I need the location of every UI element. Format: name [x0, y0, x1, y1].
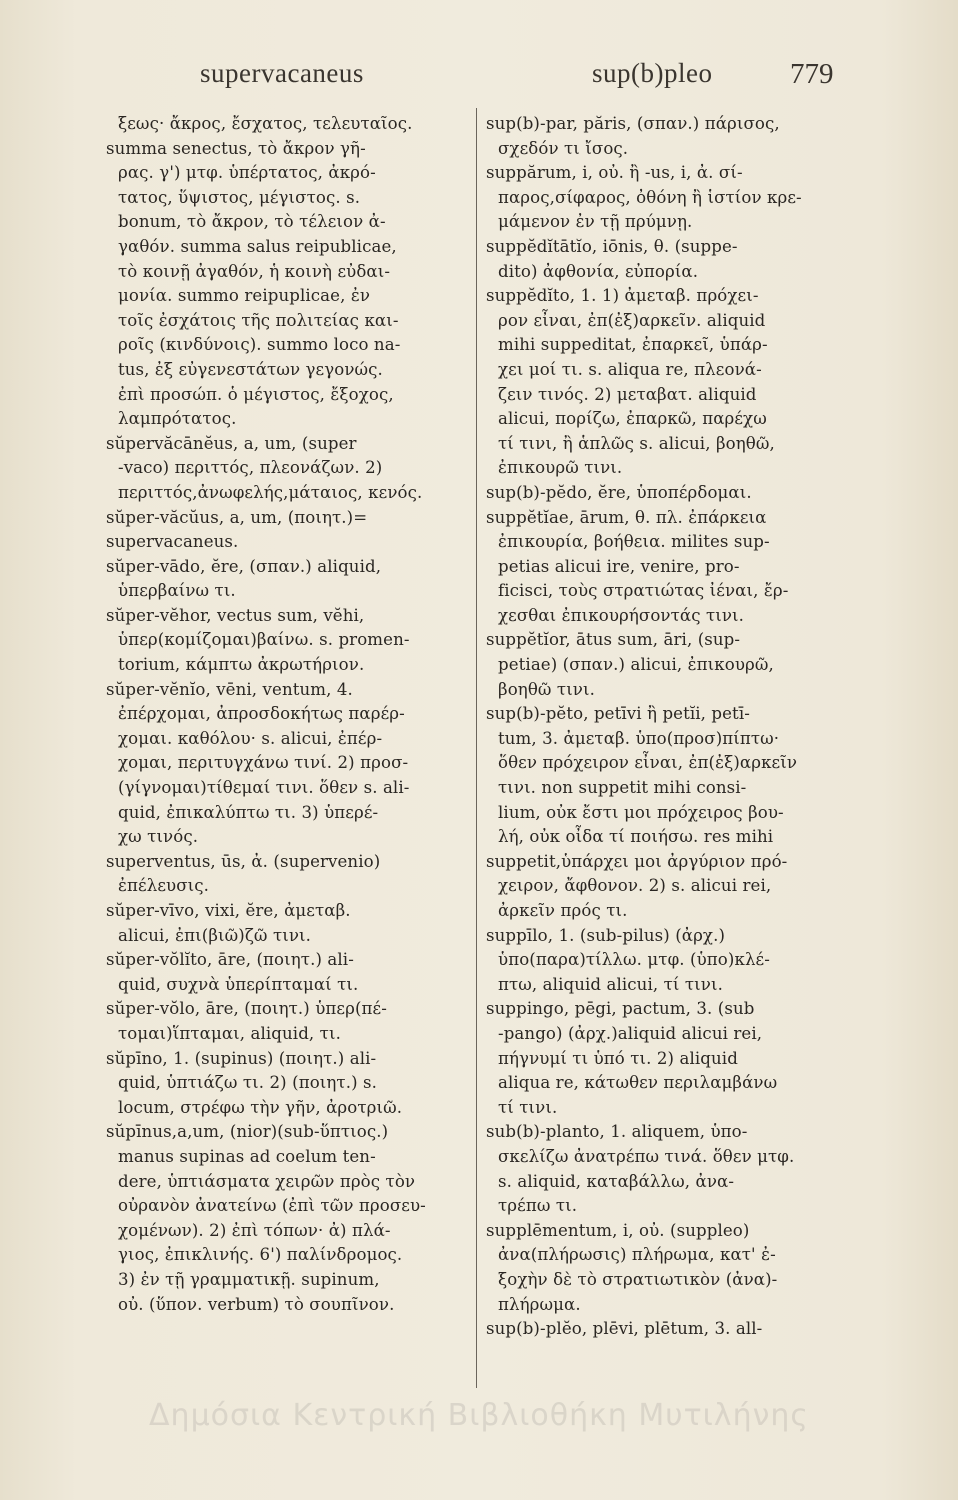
text-line: ξεως· ἄκρος, ἔσχατος, τελευταῖος.	[118, 114, 413, 133]
text-line: suppīlo, 1. (sub-pilus) (ἀρχ.)	[486, 925, 726, 945]
text-line: suppĕtĭae, ārum, θ. πλ. ἐπάρκεια	[486, 507, 767, 527]
text-line: ἐπικουρῶ τινι.	[498, 458, 623, 478]
text-line: σκελίζω ἀνατρέπω τινά. ὅθεν μτφ.	[498, 1146, 795, 1166]
text-line: summa senectus, τὸ ἄκρον γῆ-	[106, 138, 366, 158]
text-line: χομένων). 2) ἐπὶ τόπων· ἀ) πλά-	[118, 1220, 391, 1240]
text-line: tum, 3. ἀμεταβ. ὑπο(προσ)πίπτω·	[498, 728, 780, 748]
text-line: suppĕdĭto, 1. 1) ἀμεταβ. πρόχει-	[486, 286, 759, 306]
page-header	[0, 58, 958, 98]
text-line: χειρον, ἄφθονον. 2) s. alicui rei,	[498, 876, 772, 896]
text-line: ἀνα(πλήρωσις) πλήρωμα, κατ' ἐ-	[498, 1245, 776, 1265]
text-line: ἐπέλευσις.	[118, 876, 210, 896]
text-line: οὐρανὸν ἀνατείνω (ἐπὶ τῶν προσευ-	[118, 1196, 426, 1216]
text-line: supplēmentum, i, οὐ. (suppleo)	[486, 1220, 750, 1240]
text-line: sŭper-văcŭus, a, um, (ποιητ.)=	[106, 507, 368, 527]
text-line: 3) ἐν τῇ γραμματικῇ. supinum,	[118, 1269, 380, 1289]
text-line: suppingo, pēgi, pactum, 3. (sub	[486, 999, 755, 1019]
column-divider	[476, 108, 477, 1388]
text-line: λαμπρότατος.	[118, 409, 237, 429]
text-line: γιος, ἐπικλινής. 6') παλίνδρομος.	[118, 1245, 403, 1265]
text-line: παρος,σίφαρος, ὀθόνη ἢ ἱστίον κρε-	[498, 187, 802, 207]
header-right-headword: sup(b)pleo	[592, 58, 713, 88]
text-line: ἐπικουρία, βοήθεια. milites sup-	[498, 532, 770, 552]
text-line: sŭper-vĕhor, vectus sum, vĕhi,	[106, 605, 365, 625]
text-line: τὸ κοινῇ ἀγαθόν, ἡ κοινὴ εὐδαι-	[118, 261, 391, 281]
text-line: sŭper-vŏlĭto, āre, (ποιητ.) ali-	[106, 950, 354, 970]
text-line: τί τινι.	[498, 1097, 558, 1117]
text-line: ἐπέρχομαι, ἀπροσδοκήτως παρέρ-	[118, 704, 405, 724]
text-line: ficisci, τοὺς στρατιώτας ἰέναι, ἔρ-	[498, 581, 789, 601]
text-line: dere, ὑπτιάσματα χειρῶν πρὸς τὸν	[118, 1171, 416, 1191]
text-line: τατος, ὕψιστος, μέγιστος. s.	[118, 187, 361, 207]
text-line: γαθόν. summa salus reipublicae,	[118, 236, 397, 256]
text-line: περιττός,ἀνωφελής,μάταιος, κενός.	[118, 482, 423, 502]
text-line: τοῖς ἐσχάτοις τῆς πολιτείας και-	[118, 310, 399, 330]
text-line: quid, ὑπτιάζω τι. 2) (ποιητ.) s.	[118, 1073, 378, 1093]
text-line: ξοχὴν δὲ τὸ στρατιωτικὸν (ἀνα)-	[498, 1269, 778, 1289]
text-line: sup(b)-pĕto, petīvi ἢ petĭi, petī-	[486, 704, 750, 724]
text-line: mihi suppeditat, ἐπαρκεῖ, ὑπάρ-	[498, 335, 768, 355]
text-line: χομαι. καθόλου· s. alicui, ἐπέρ-	[118, 728, 383, 748]
text-line: suppĕtĭor, ātus sum, āri, (sup-	[486, 630, 741, 650]
text-line: πήγνυμί τι ὑπό τι. 2) aliquid	[498, 1048, 738, 1068]
text-line: ρας. γ') μτφ. ὑπέρτατος, ἀκρό-	[118, 163, 376, 183]
text-line: bonum, τὸ ἄκρον, τὸ τέλειον ἀ-	[118, 212, 386, 232]
text-line: sŭper-vŏlo, āre, (ποιητ.) ὑπερ(πέ-	[106, 999, 387, 1019]
text-line: quid, ἐπικαλύπτω τι. 3) ὑπερέ-	[118, 802, 379, 822]
text-line: sup(b)-pĕdo, ĕre, ὑποπέρδομαι.	[486, 482, 752, 502]
text-line: supervacaneus.	[106, 532, 239, 552]
text-line: superventus, ūs, ἀ. (supervenio)	[106, 851, 381, 871]
text-line: τινι. non suppetit mihi consi-	[498, 778, 747, 798]
text-line: suppărum, i, οὐ. ἢ -us, i, ἀ. σί-	[486, 163, 743, 183]
text-line: μονία. summo reipuplicae, ἐν	[118, 286, 371, 306]
text-line: petias alicui ire, venire, pro-	[498, 556, 740, 576]
text-line: tus, ἐξ εὐγενεστάτων γεγονώς.	[118, 359, 383, 379]
header-left-headword: supervacaneus	[200, 58, 364, 88]
text-line: ὅθεν πρόχειρον εἶναι, ἐπ(ἐξ)αρκεῖν	[498, 753, 798, 773]
text-line: s. aliquid, καταβάλλω, ἀνα-	[498, 1171, 735, 1191]
text-line: ροῖς (κινδύνοις). summo loco na-	[118, 335, 401, 355]
text-line: οὐ. (ὕπον. verbum) τὸ σουπῖνον.	[118, 1294, 395, 1314]
text-line: χομαι, περιτυγχάνω τινί. 2) προσ-	[118, 753, 409, 773]
left-column	[106, 112, 468, 1317]
text-line: (γίγνομαι)τίθεμαί τινι. ὅθεν s. ali-	[118, 778, 410, 798]
text-line: sup(b)-plĕo, plēvi, plētum, 3. all-	[486, 1319, 763, 1339]
text-line: ὑπερβαίνω τι.	[118, 581, 236, 601]
text-line: torium, κάμπτω ἀκρωτήριον.	[118, 655, 365, 675]
text-line: βοηθῶ τινι.	[498, 679, 595, 699]
text-line: sŭper-vīvo, vixi, ĕre, ἀμεταβ.	[106, 901, 351, 920]
text-line: ἀρκεῖν πρός τι.	[498, 901, 628, 920]
text-line: petiae) (σπαν.) alicui, ἐπικουρῶ,	[498, 655, 774, 675]
text-line: sŭpīnus,a,um, (nior)(sub-ὕπτιος.)	[106, 1122, 389, 1142]
text-line: τί τινι, ἢ ἁπλῶς s. alicui, βοηθῶ,	[498, 433, 775, 453]
text-line: suppetit,ὑπάρχει μοι ἀργύριον πρό-	[486, 851, 788, 871]
text-line: sub(b)-planto, 1. aliquem, ὑπο-	[486, 1122, 748, 1142]
text-line: τομαι)ἵπταμαι, aliquid, τι.	[118, 1023, 341, 1043]
text-line: ὑπερ(κομίζομαι)βαίνω. s. promen-	[118, 630, 410, 650]
text-line: sŭper-vĕnĭo, vēni, ventum, 4.	[106, 679, 353, 699]
text-line: aliqua re, κάτωθεν περιλαμβάνω	[498, 1073, 778, 1093]
text-line: sŭpervăcānĕus, a, um, (super	[106, 433, 357, 453]
text-line: lium, οὐκ ἔστι μοι πρόχειρος βου-	[498, 802, 784, 822]
text-line: quid, συχνὰ ὑπερίπταμαί τι.	[118, 974, 359, 994]
text-line: locum, στρέφω τὴν γῆν, ἀροτριῶ.	[118, 1097, 403, 1117]
text-line: χει μοί τι. s. aliqua re, πλεονά-	[498, 359, 762, 379]
text-line: suppĕdĭtātĭo, iōnis, θ. (suppe-	[486, 236, 738, 256]
text-line: μάμενον ἐν τῇ πρύμνῃ.	[498, 212, 693, 232]
text-line: χω τινός.	[118, 827, 199, 847]
text-line: ρον εἶναι, ἐπ(ἐξ)αρκεῖν. aliquid	[498, 310, 766, 330]
text-line: ὑπο(παρα)τίλλω. μτφ. (ὑπο)κλέ-	[498, 950, 770, 970]
text-line: manus supinas ad coelum ten-	[118, 1146, 376, 1166]
text-line: alicui, ἐπι(βιῶ)ζῶ τινι.	[118, 925, 311, 945]
text-line: sup(b)-par, păris, (σπαν.) πάρισος,	[486, 114, 780, 133]
text-line: πτω, aliquid alicui, τί τινι.	[498, 974, 723, 994]
text-line: σχεδόν τι ἴσος.	[498, 138, 629, 158]
library-watermark: Δημόσια Κεντρική Βιβλιοθήκη Μυτιλήνης	[149, 1398, 809, 1433]
right-column	[486, 112, 854, 1342]
text-line: ζειν τινός. 2) μεταβατ. aliquid	[498, 384, 757, 404]
text-line: sŭpīno, 1. (supinus) (ποιητ.) ali-	[106, 1048, 377, 1068]
text-line: -vaco) περιττός, πλεονάζων. 2)	[118, 458, 383, 478]
text-line: sŭper-vādo, ĕre, (σπαν.) aliquid,	[106, 556, 382, 576]
text-line: λή, οὐκ οἶδα τί ποιήσω. res mihi	[498, 827, 774, 847]
page-number: 779	[790, 58, 834, 90]
text-line: ἐπὶ προσώπ. ὁ μέγιστος, ἔξοχος,	[118, 384, 394, 404]
text-line: -pango) (ἀρχ.)aliquid alicui rei,	[498, 1023, 763, 1043]
text-line: χεσθαι ἐπικουρήσοντάς τινι.	[498, 605, 745, 625]
text-line: alicui, πορίζω, ἐπαρκῶ, παρέχω	[498, 409, 767, 429]
text-line: πλήρωμα.	[498, 1294, 581, 1314]
text-line: τρέπω τι.	[498, 1196, 578, 1216]
text-line: dito) ἀφθονία, εὐπορία.	[498, 261, 699, 281]
